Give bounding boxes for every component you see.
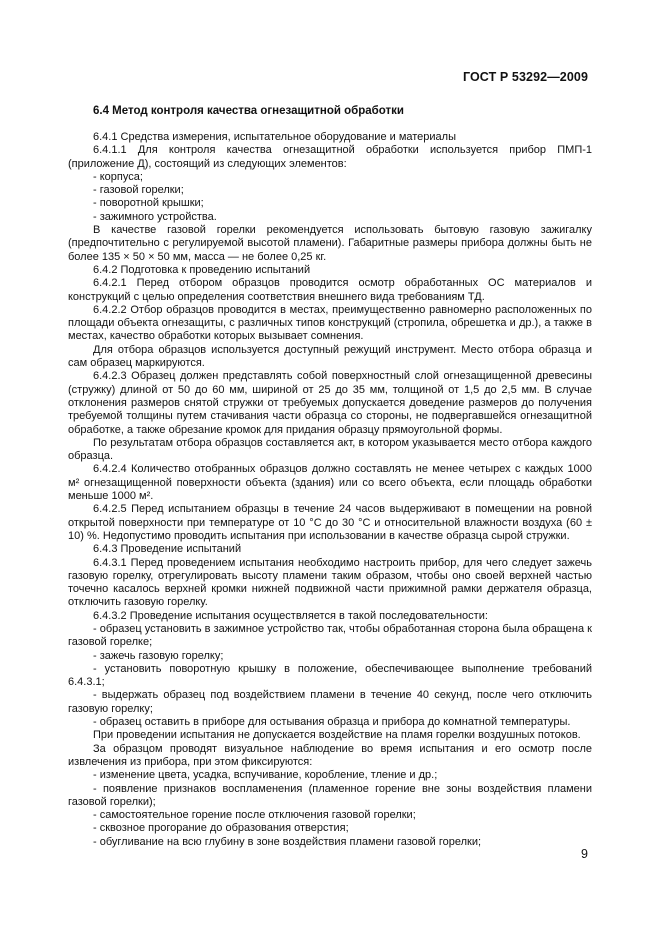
paragraph: 6.4.2.2 Отбор образцов проводится в местах, преимущественно равномерно расположенных по площади объекта огнезащиты, с различных типов конструкций (стропила, обрешетка и др.), а также в местах, качество обработки которых вызывает сомнения. [68, 303, 592, 343]
paragraph: - газовой горелки; [93, 184, 184, 197]
paragraph: - зажечь газовую горелку; [93, 649, 224, 662]
paragraph: - поворотной крышки; [93, 197, 204, 210]
page-content [68, 104, 592, 849]
paragraph: - образец оставить в приборе для остывания образца и прибора до комнатной температуры. [93, 716, 571, 729]
section-title: 6.4 Метод контроля качества огнезащитной обработки [93, 105, 404, 117]
paragraph: 6.4.3 Проведение испытаний [93, 543, 242, 556]
paragraph: 6.4.1.1 Для контроля качества огнезащитной обработки используется прибор ПМП-1 (приложение Д), состоящий из следующих элементов: [68, 144, 592, 170]
document-header: ГОСТ Р 53292—2009 [462, 70, 588, 84]
paragraph: 6.4.1 Средства измерения, испытательное оборудование и материалы [93, 131, 456, 143]
paragraph: 6.4.2.1 Перед отбором образцов проводится осмотр обработанных ОС материалов и конструкций с целью определения соответствия внешнего вида требованиям ТД. [68, 277, 592, 303]
paragraph: - самостоятельное горение после отключения газовой горелки; [93, 809, 416, 822]
paragraph: 6.4.3.1 Перед проведением испытания необходимо настроить прибор, для чего следует зажечь газовую горелку, отрегулировать высоту пламени таким образом, чтобы оно своей верхней частью точечно касалось верхней кромки нижней подвижной части прижимной рамки держателя образца, отключить газовую горелку. [68, 556, 592, 609]
paragraph: - образец установить в зажимное устройство так, чтобы обработанная сторона была обращена к газовой горелке; [68, 622, 592, 649]
paragraph: Для отбора образцов используется доступный режущий инструмент. Место отбора образца и сам образец маркируются. [68, 343, 592, 370]
paragraph: - сквозное прогорание до образования отверстия; [93, 822, 349, 835]
paragraph: - установить поворотную крышку в положение, обеспечивающее выполнение требований 6.4.3.1; [68, 662, 592, 689]
paragraph: - корпуса; [93, 170, 143, 183]
paragraph: За образцом проводят визуальное наблюдение во время испытания и его осмотр после извлечения из прибора, при этом фиксируются: [68, 742, 592, 768]
paragraph: 6.4.2 Подготовка к проведению испытаний [93, 263, 311, 276]
paragraph: - зажимного устройства. [93, 210, 217, 223]
paragraph: - обугливание на всю глубину в зоне воздействия пламени газовой горелки; [93, 835, 482, 848]
page-number: 9 [581, 847, 588, 861]
paragraph: 6.4.3.2 Проведение испытания осуществляется в такой последовательности: [93, 609, 488, 622]
paragraph: 6.4.2.4 Количество отобранных образцов должно составлять не менее четырех с каждых 1000 м² огнезащищенной поверхности объекта (здания) или со всего объекта, если площадь обработки меньше 1000 м². [68, 463, 592, 503]
paragraph: В качестве газовой горелки рекомендуется использовать бытовую газовую зажигалку (предпочтительно с регулируемой высотой пламени). Габаритные размеры прибора должны быть не более 135 × 50 × 50 мм, масса — не более 0,25 кг. [68, 224, 592, 263]
paragraph: При проведении испытания не допускается воздействие на пламя горелки воздушных потоков. [93, 729, 581, 742]
paragraph: - изменение цвета, усадка, вспучивание, коробление, тление и др.; [93, 769, 438, 782]
paragraph: По результатам отбора образцов составляется акт, в котором указывается место отбора каждого образца. [68, 436, 592, 463]
paragraph: 6.4.2.3 Образец должен представлять собой поверхностный слой огнезащищенной древесины (стружку) длиной от 50 до 60 мм, шириной от 25 до 35 мм, толщиной от 1,5 до 2,5 мм. В случае отклонения размеров снятой стружки от требуемых допускается доведение размеров до получения требуемой толщины путем стачивания части образца со стороны, не подвергавшейся огнезащитной обработке, а также обрезание кромок для придания образцу прямоугольной формы. [68, 370, 592, 436]
paragraph: - выдержать образец под воздействием пламени в течение 40 секунд, после чего отключить газовую горелку; [68, 689, 592, 715]
paragraph-list [68, 131, 592, 849]
paragraph: - появление признаков воспламенения (пламенное горение вне зоны воздействия пламени газовой горелки); [68, 782, 592, 808]
paragraph: 6.4.2.5 Перед испытанием образцы в течение 24 часов выдерживают в помещении на ровной открытой поверхности при температуре от 10 °С до 30 °С и относительной влажности воздуха (60 ± 10) %. Недопустимо проводить испытания при использовании в качестве образца сырой стружки. [68, 503, 592, 542]
